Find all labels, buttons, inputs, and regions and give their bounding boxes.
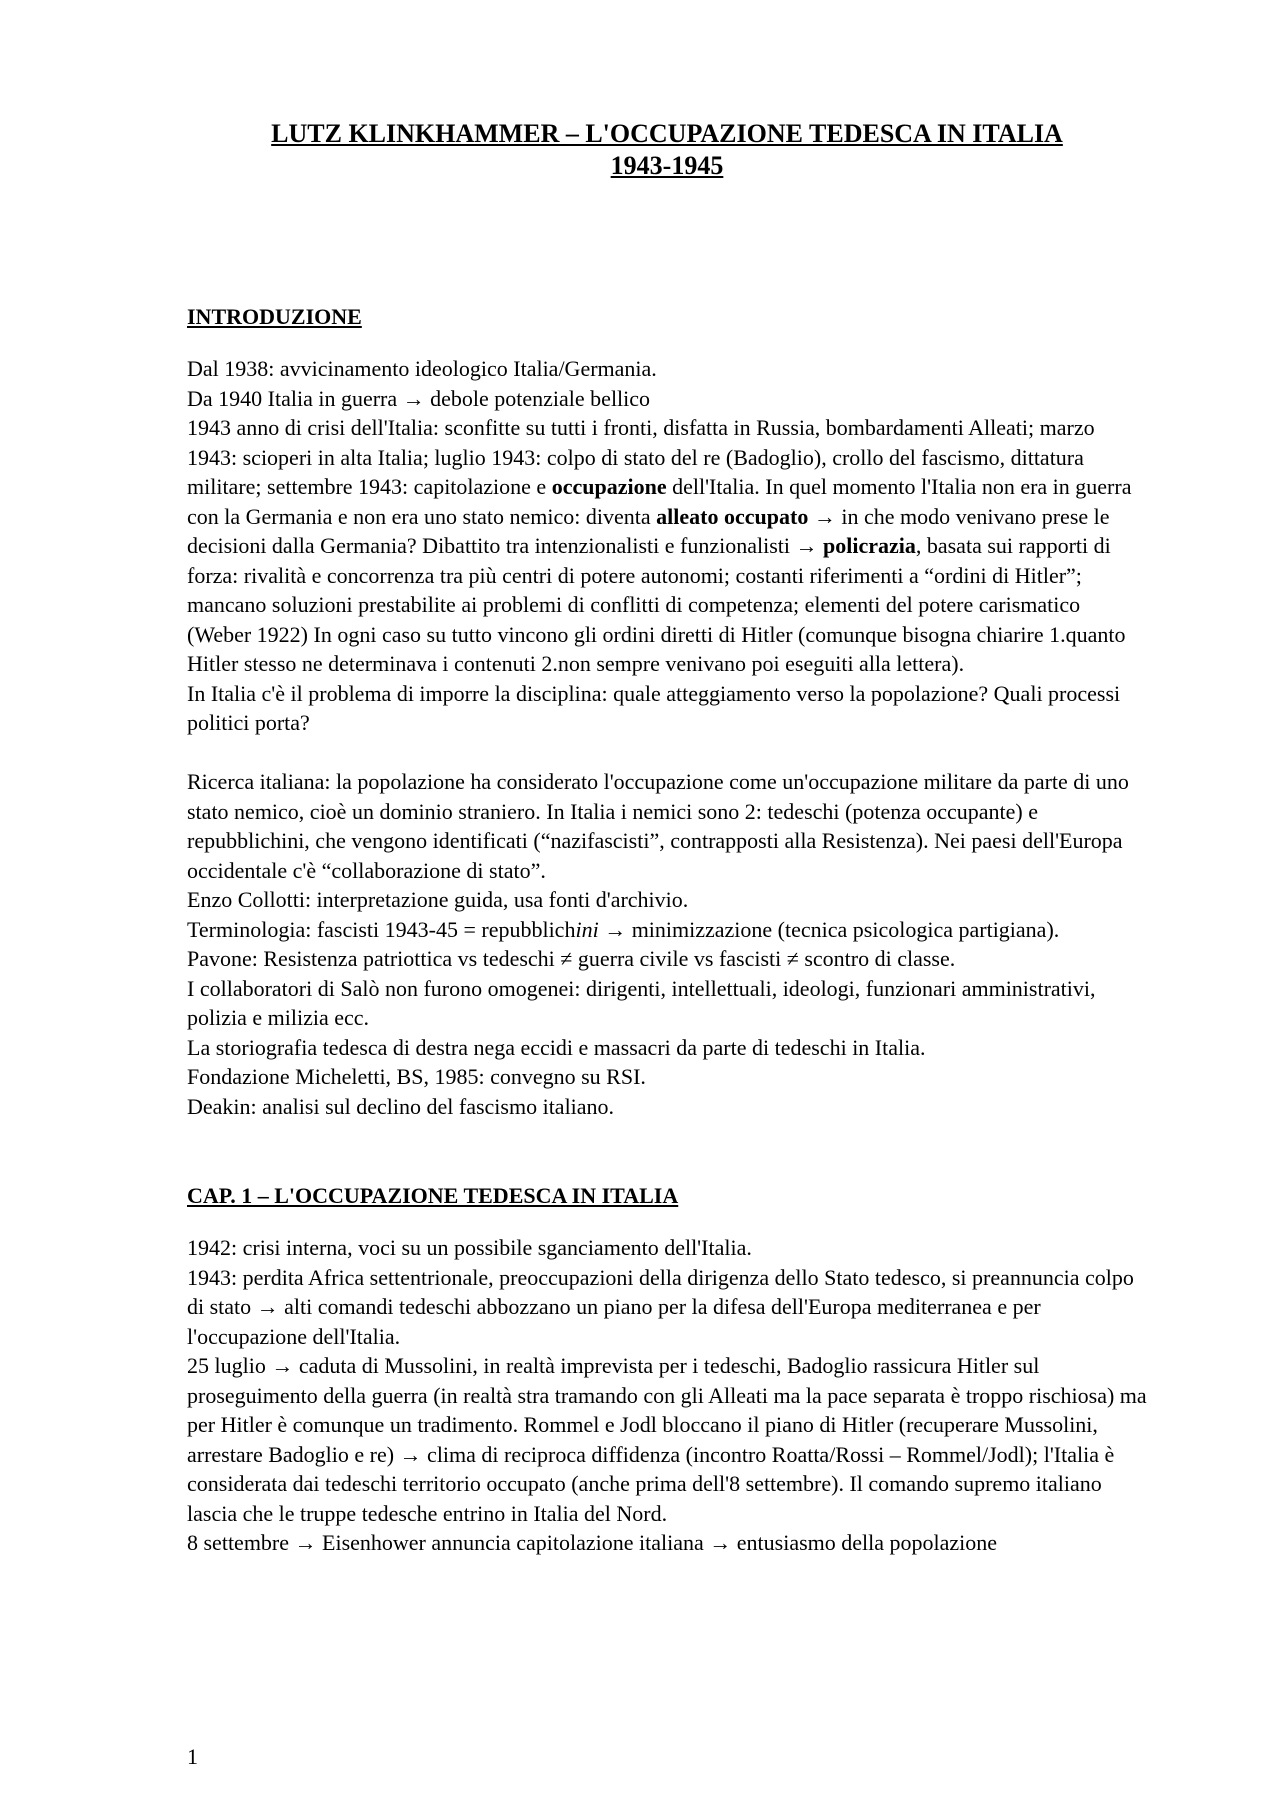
text-line: I collaboratori di Salò non furono omogenei: dirigenti, intellettuali, ideologi, funzionari amministrativi, polizia e milizia ecc. [187, 975, 1096, 1030]
document-page [187, 118, 1147, 1558]
text-line: Fondazione Micheletti, BS, 1985: convegno su RSI. [187, 1064, 646, 1089]
title-line-1: LUTZ KLINKHAMMER – L'OCCUPAZIONE TEDESCA IN ITALIA [271, 119, 1063, 148]
text-line [187, 915, 1147, 945]
text-line: 8 settembre → Eisenhower annuncia capitolazione italiana → entusiasmo della popolazione [187, 1530, 998, 1555]
text-line: Ricerca italiana: la popolazione ha considerato l'occupazione come un'occupazione militare da parte di uno stato nemico, cioè un dominio straniero. In Italia i nemici sono 2: tedeschi (potenza occupante) e repubblichini, che vengono identificati (“nazifascisti”, contrapposti alla Resistenza). Nei paesi dell'Europa occidentale c'è “collaborazione di stato”. [187, 769, 1129, 883]
text-span: 1943 anno di crisi dell'Italia: sconfitte su tutti i fronti, disfatta in Russia, bombardamenti Alleati; marzo 1943: scioperi in alta Italia; luglio 1943: colpo di stato del re (Badoglio), crollo del fascismo, dittatura militare; settembre 1943: capitolazione e [187, 415, 1095, 499]
chapter-1-heading: CAP. 1 – L'OCCUPAZIONE TEDESCA IN ITALIA [187, 1183, 679, 1208]
text-line: 1942: crisi interna, voci su un possibile sganciamento dell'Italia. [187, 1235, 752, 1260]
text-line: Enzo Collotti: interpretazione guida, usa fonti d'archivio. [187, 887, 689, 912]
text-line: La storiografia tedesca di destra nega eccidi e massacri da parte di tedeschi in Italia. [187, 1034, 926, 1060]
text-span: Terminologia: fascisti 1943-45 = repubblich [187, 916, 576, 942]
text-span: → minimizzazione (tecnica psicologica partigiana). [598, 916, 1060, 942]
document-title [187, 118, 1147, 182]
text-line: Pavone: Resistenza patriottica vs tedeschi ≠ guerra civile vs fascisti ≠ scontro di classe. [187, 946, 956, 971]
italic-term: ini [575, 916, 599, 942]
text-line: Deakin: analisi sul declino del fascismo italiano. [187, 1093, 615, 1119]
text-line [187, 413, 1147, 679]
introduction-paragraph-1 [187, 354, 1147, 738]
chapter-1-paragraph [187, 1233, 1147, 1558]
text-line: 25 luglio → caduta di Mussolini, in realtà imprevista per i tedeschi, Badoglio rassicura Hitler sul proseguimento della guerra (in realtà stra tramando con gli Alleati ma la pace separata è troppo rischiosa) ma per Hitler è comunque un tradimento. Rommel e Jodl bloccano il piano di Hitler (recuperare Mussolini, arrestare Badoglio e re) → clima di reciproca diffidenza (incontro Roatta/Rossi – Rommel/Jodl); l'Italia è considerata dai tedeschi territorio occupato (anche prima dell'8 settembre). Il comando supremo italiano lascia che le truppe tedesche entrino in Italia del Nord. [187, 1353, 1147, 1526]
bold-term: alleato occupato [656, 503, 809, 529]
text-line: 1943: perdita Africa settentrionale, preoccupazioni della dirigenza dello Stato tedesco, si preannuncia colpo di stato → alti comandi tedeschi abbozzano un piano per la difesa dell'Europa mediterranea e per l'occupazione dell'Italia. [187, 1264, 1134, 1349]
title-line-2: 1943-1945 [610, 151, 724, 180]
text-span: → in che modo venivano prese le decisioni dalla Germania? Dibattito tra intenzionalisti e funzionalisti → [187, 503, 1110, 558]
introduction-heading: INTRODUZIONE [187, 304, 362, 329]
text-line: In Italia c'è il problema di imporre la disciplina: quale atteggiamento verso la popolazione? Quali processi politici porta? [187, 680, 1121, 735]
page-number: 1 [187, 1744, 198, 1769]
text-line: Da 1940 Italia in guerra → debole potenziale bellico [187, 385, 651, 411]
text-span: , basata sui rapporti di forza: rivalità e concorrenza tra più centri di potere autonomi; costanti riferimenti a “ordini di Hitler”; mancano soluzioni prestabilite ai problemi di conflitti di competenza; elementi del potere carismatico (Weber 1922) In ogni caso su tutto vincono gli ordini diretti di Hitler (comunque bisogna chiarire 1.quanto Hitler stesso ne determinava i contenuti 2.non sempre venivano poi eseguiti alla lettera). [187, 533, 1126, 676]
text-span: dell'Italia. In quel momento l'Italia non era in guerra con la Germania e non era uno stato nemico: diventa [187, 474, 1132, 529]
introduction-paragraph-2 [187, 767, 1147, 1121]
text-line: Dal 1938: avvicinamento ideologico Italia/Germania. [187, 356, 657, 381]
bold-term: policrazia [822, 533, 916, 558]
bold-term: occupazione [551, 474, 667, 499]
